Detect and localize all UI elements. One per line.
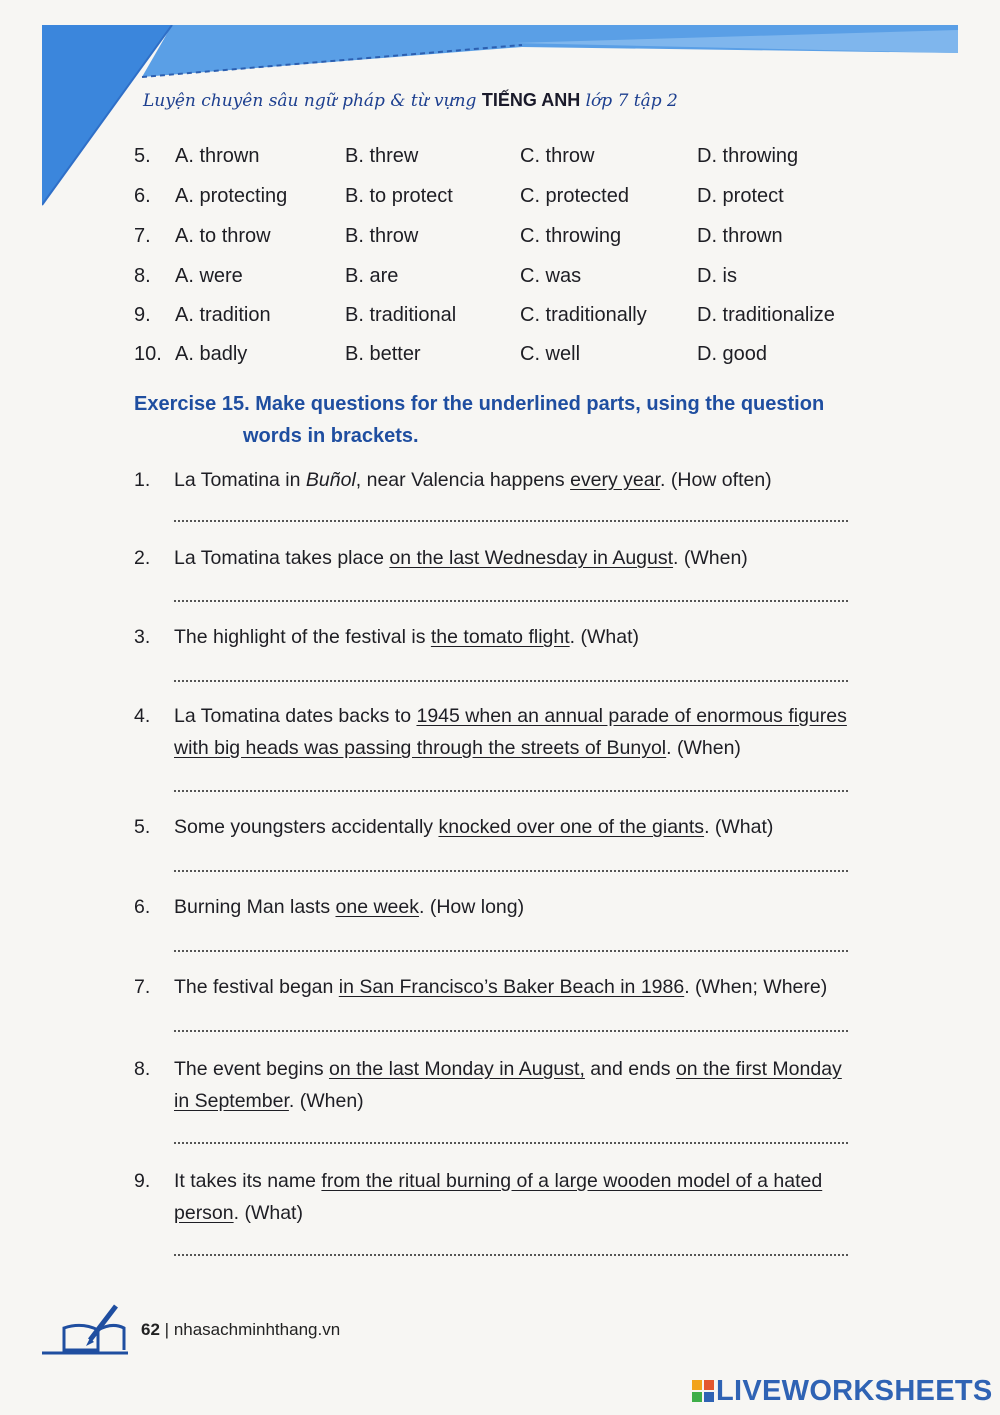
liveworksheets-logo-icon [692, 1380, 714, 1402]
question-number: 8. [134, 1058, 151, 1080]
exercise-15-title [134, 388, 894, 452]
header-banner [42, 25, 958, 210]
question-line1 [174, 1165, 879, 1197]
option-b[interactable]: B. threw [345, 145, 419, 167]
option-d[interactable]: D. thrown [697, 225, 783, 247]
option-a[interactable]: A. to throw [175, 225, 271, 247]
choice-row [0, 304, 1000, 334]
option-a[interactable]: A. protecting [175, 185, 288, 207]
option-b[interactable]: B. to protect [345, 185, 453, 207]
choice-row [0, 225, 1000, 255]
option-b[interactable]: B. throw [345, 225, 419, 247]
question-line1 [174, 1053, 879, 1085]
question-text [174, 891, 879, 923]
option-c[interactable]: C. was [520, 265, 582, 287]
question-line2 [174, 732, 879, 764]
question-fragment: It takes its name [174, 1170, 322, 1192]
underlined-part: every year [570, 469, 661, 491]
question-text [174, 811, 879, 843]
answer-line[interactable] [174, 1030, 848, 1032]
question-text [174, 971, 879, 1003]
answer-line[interactable] [174, 600, 848, 602]
question-fragment: The event begins [174, 1058, 330, 1080]
question-fragment: . (What) [233, 1202, 303, 1224]
option-d[interactable]: D. is [697, 265, 737, 287]
grade-volume: lớp 7 tập 2 [585, 91, 678, 111]
option-c[interactable]: C. throwing [520, 225, 622, 247]
answer-line[interactable] [174, 520, 848, 522]
exercise-title-line2: words in brackets. [243, 425, 419, 447]
liveworksheets-watermark [692, 1374, 993, 1408]
question-fragment: . (How long) [418, 896, 525, 918]
option-b[interactable]: B. traditional [345, 304, 457, 326]
question-text [174, 464, 879, 496]
answer-line[interactable] [174, 1254, 848, 1256]
question-number: 6. [134, 896, 151, 918]
page-footer [141, 1320, 340, 1340]
option-d[interactable]: D. throwing [697, 145, 799, 167]
series-title [143, 90, 843, 111]
question-fragment: The highlight of the festival is [174, 626, 431, 648]
option-c[interactable]: C. protected [520, 185, 629, 207]
answer-line[interactable] [174, 1142, 848, 1144]
option-d[interactable]: D. protect [697, 185, 784, 207]
publisher-website: nhasachminhthang.vn [173, 1320, 341, 1339]
series-name: Luyện chuyên sâu ngữ pháp & từ vựng [143, 91, 477, 111]
question-number: 7. [134, 976, 151, 998]
question-number: 9. [134, 1170, 151, 1192]
underlined-part: person [174, 1202, 234, 1224]
question-fragment: . (When) [666, 737, 741, 759]
underlined-part: on the first Monday [675, 1058, 842, 1080]
underlined-part: in San Francisco’s Baker Beach in 1986 [338, 976, 685, 998]
underlined-part: one week [335, 896, 419, 918]
question-line2 [174, 1197, 879, 1229]
option-a[interactable]: A. thrown [175, 145, 260, 167]
item-number: 5. [134, 145, 151, 167]
question-number: 4. [134, 705, 151, 727]
question-text [174, 542, 879, 574]
option-c[interactable]: C. well [520, 343, 581, 365]
underlined-part: on the last Monday in August, [329, 1058, 585, 1080]
question-fragment: , near Valencia happens [355, 469, 571, 491]
underlined-part: from the ritual burning of a large wooden model of a hated [321, 1170, 823, 1192]
option-d[interactable]: D. traditionalize [697, 304, 835, 326]
item-number: 10. [134, 343, 162, 365]
underlined-part: 1945 when an annual parade of enormous figures [416, 705, 847, 727]
subject-name: TIẾNG ANH [481, 90, 581, 110]
exercise-title-line1: Exercise 15. Make questions for the underlined parts, using the question [134, 393, 825, 415]
choice-row [0, 265, 1000, 295]
item-number: 9. [134, 304, 151, 326]
choice-row [0, 185, 1000, 215]
answer-line[interactable] [174, 680, 848, 682]
watermark-text: LIVEWORKSHEETS [716, 1374, 993, 1407]
underlined-part: the tomato flight [430, 626, 570, 648]
underlined-part: on the last Wednesday in August [389, 547, 674, 569]
option-c[interactable]: C. traditionally [520, 304, 647, 326]
question-line1 [174, 891, 879, 923]
italic-text: Buñol [305, 469, 356, 491]
answer-line[interactable] [174, 790, 848, 792]
underlined-part: knocked over one of the giants [438, 816, 705, 838]
option-a[interactable]: A. tradition [175, 304, 271, 326]
question-text [174, 621, 879, 653]
question-fragment: La Tomatina in [174, 469, 306, 491]
underlined-part: with big heads was passing through the streets of Bunyol [174, 737, 667, 759]
option-a[interactable]: A. badly [175, 343, 248, 365]
question-fragment: . (When) [288, 1090, 364, 1112]
question-fragment: and ends [584, 1058, 676, 1080]
question-line1 [174, 464, 879, 496]
question-text [174, 700, 879, 764]
question-fragment: La Tomatina takes place [174, 547, 390, 569]
question-fragment: La Tomatina dates backs to [174, 705, 417, 727]
question-line2 [174, 1085, 879, 1117]
option-c[interactable]: C. throw [520, 145, 595, 167]
book-pen-icon [42, 1300, 132, 1365]
question-fragment: Some youngsters accidentally [174, 816, 439, 838]
question-fragment: . (What) [569, 626, 639, 648]
question-line1 [174, 811, 879, 843]
item-number: 6. [134, 185, 151, 207]
question-fragment: . (How often) [660, 469, 772, 491]
page-number: 62 [141, 1320, 160, 1339]
question-line1 [174, 700, 879, 732]
question-fragment: . (When; Where) [684, 976, 828, 998]
choice-row [0, 145, 1000, 175]
underlined-part: in September [174, 1090, 289, 1112]
question-number: 2. [134, 547, 151, 569]
option-a[interactable]: A. were [175, 265, 243, 287]
question-number: 1. [134, 469, 151, 491]
question-line1 [174, 971, 879, 1003]
question-fragment: . (When) [673, 547, 748, 569]
question-text [174, 1165, 879, 1229]
question-fragment: . (What) [704, 816, 774, 838]
answer-line[interactable] [174, 950, 848, 952]
answer-line[interactable] [174, 870, 848, 872]
question-fragment: Burning Man lasts [174, 896, 336, 918]
question-line1 [174, 542, 879, 574]
choice-row [0, 343, 1000, 373]
option-b[interactable]: B. better [345, 343, 421, 365]
question-number: 3. [134, 626, 151, 648]
question-number: 5. [134, 816, 151, 838]
item-number: 8. [134, 265, 151, 287]
question-fragment: The festival began [174, 976, 339, 998]
question-line1 [174, 621, 879, 653]
item-number: 7. [134, 225, 151, 247]
option-d[interactable]: D. good [697, 343, 768, 365]
question-text [174, 1053, 879, 1117]
footer-separator: | [164, 1320, 170, 1339]
option-b[interactable]: B. are [345, 265, 399, 287]
